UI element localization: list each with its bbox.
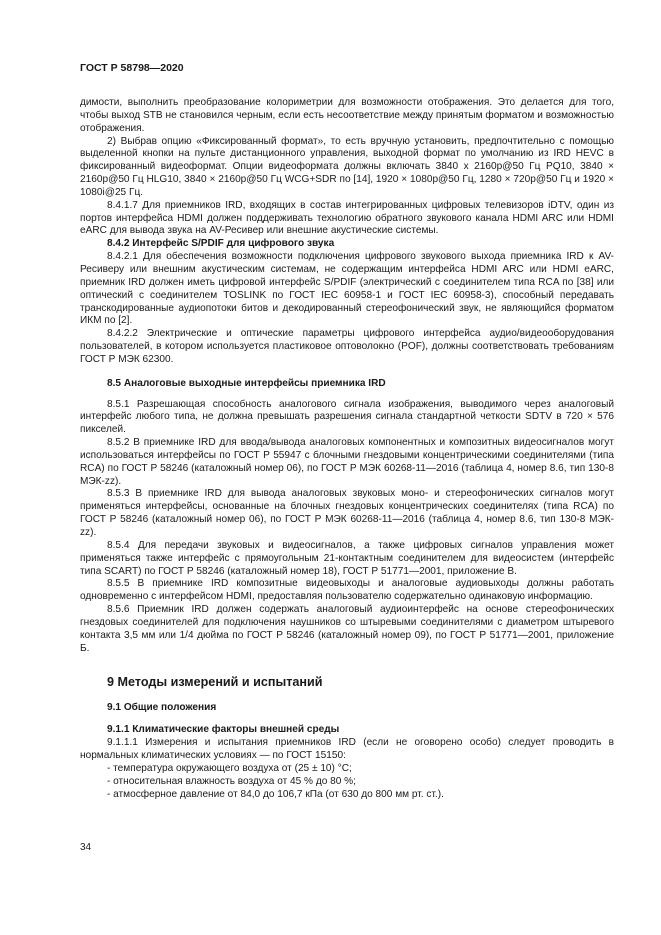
document-header: ГОСТ Р 58798—2020 [80,62,184,74]
page-body [80,97,614,801]
section-heading-9: 9 Методы измерений и испытаний [107,675,323,690]
list-item: - атмосферное давление от 84,0 до 106,7 кПа (от 630 до 800 мм рт. ст.). [107,788,444,800]
list-item: - относительная влажность воздуха от 45 % до 80 %; [107,775,356,787]
section-heading-9-1-1: 9.1.1 Климатические факторы внешней среды [107,724,340,736]
paragraph: 8.5.6 Приемник IRD должен содержать аналоговый аудиоинтерфейс на основе стереофонических гнездовых соединителей для подключения наушников со штыревыми соединителями с диаметром штыревого контакта 3,5 мм или 1/4 дюйма по ГОСТ Р 58246 (каталожный номер 09), по ГОСТ Р 51771—2001, приложение Б. [80,604,614,654]
section-heading-9-1: 9.1 Общие положения [107,702,217,714]
paragraph: 8.5.5 В приемнике IRD композитные видеовыходы и аналоговые аудиовыходы должны работать одновременно с интерфейсом HDMI, предоставляя пользователю содержательно одинаковую информацию. [80,578,614,603]
page-number: 34 [80,842,92,853]
paragraph: 9.1.1.1 Измерения и испытания приемников IRD (если не оговорено особо) следует проводить в нормальных климатических условиях — по ГОСТ 15150: [80,737,614,761]
paragraph: 8.4.2.1 Для обеспечения возможности подключения цифрового звукового выхода приемника IRD к AV-Ресиверу или внешним акустическим системам, не содержащим интерфейса HDMI ARC или HDMI eARC, приемник IRD должен иметь цифровой интерфейс S/PDIF (электрический с соединителем типа RCA по [38] или оптический с соединителем TOSLINK по ГОСТ IEC 60958-1 и ГОСТ IEC 60958-3), способный передавать транскодированные аудиопотоки битов и декодированный стереофонический звук, не являющийся форматом ИКМ по [2]. [80,251,614,327]
section-heading-8-5: 8.5 Аналоговые выходные интерфейсы приемника IRD [107,377,386,389]
list-item: - температура окружающего воздуха от (25 ± 10) °С; [107,762,352,774]
conditions-list [80,763,614,802]
paragraph: 8.5.4 Для передачи звуковых и видеосигналов, а также цифровых сигналов управления может применяться также интерфейс с прямоугольным 21-контактным соединителем для видеосистем (интерфейс типа SCART) по ГОСТ Р 58246 (каталожный номер 18), ГОСТ Р 51771—2001, приложение В. [80,539,614,577]
paragraph: 8.5.1 Разрешающая способность аналогового сигнала изображения, выводимого через аналоговый интерфейс любого типа, не должна превышать разрешения сигнала стандартной четкости SDTV в 720 × 576 пикселей. [80,398,614,436]
section-heading-8-4-2: 8.4.2 Интерфейс S/PDIF для цифрового звука [107,238,335,250]
paragraph: 8.5.3 В приемнике IRD для вывода аналоговых звуковых моно- и стереофонических сигналов могут применяться интерфейсы, основанные на блочных гнездовых концентрических соединителях (типа RCA) по ГОСТ Р 58246 (каталожный номер 06), по ГОСТ Р МЭК 60268-11—2016 (таблица 4, номер 8.6, тип 130-8 МЭК-zz). [80,488,614,538]
paragraph: 8.4.1.7 Для приемников IRD, входящих в состав интегрированных цифровых телевизоров iDTV, один из портов интерфейса HDMI должен поддерживать технологию обратного звукового канала HDMI ARC или HDMI eARC для вывода звука на AV-Ресивер или внешние акустические системы. [80,199,614,237]
paragraph: 2) Выбрав опцию «Фиксированный формат», то есть вручную установить, предпочтительно с помощью выделенной кнопки на пульте дистанционного управления, выходной формат по умолчанию из IRD HEVC в фиксированный видеоформат. Опции видеоформата должны включать 3840 x 2160p@50 Гц PQ10, 3840 × 2160p@50 Гц HLG10, 3840 × 2160p@50 Гц WCG+SDR по [14], 1920 × 1080p@50 Гц, 1280 × 720p@50 Гц и 1920 × 1080i@25 Гц. [80,135,614,198]
paragraph: димости, выполнить преобразование колориметрии для возможности отображения. Это делается для того, чтобы выход STB не становился черным, если есть несоответствие между принятым форматом и возможностью отображения. [80,97,614,134]
paragraph: 8.4.2.2 Электрические и оптические параметры цифрового интерфейса аудио/видеооборудования пользователей, в котором используется пластиковое оптоволокно (POF), должны соответствовать требованиям ГОСТ Р МЭК 62300. [80,328,614,365]
paragraph: 8.5.2 В приемнике IRD для ввода/вывода аналоговых компонентных и композитных видеосигналов могут использоваться интерфейсы по ГОСТ Р 55947 с блочными гнездовыми концентрическими соединителями (типа RCA) по ГОСТ Р 58246 (каталожный номер 06), по ГОСТ Р МЭК 60268-11—2016 (таблица 4, номер 8.6, тип 130-8 МЭК-zz). [80,437,614,487]
